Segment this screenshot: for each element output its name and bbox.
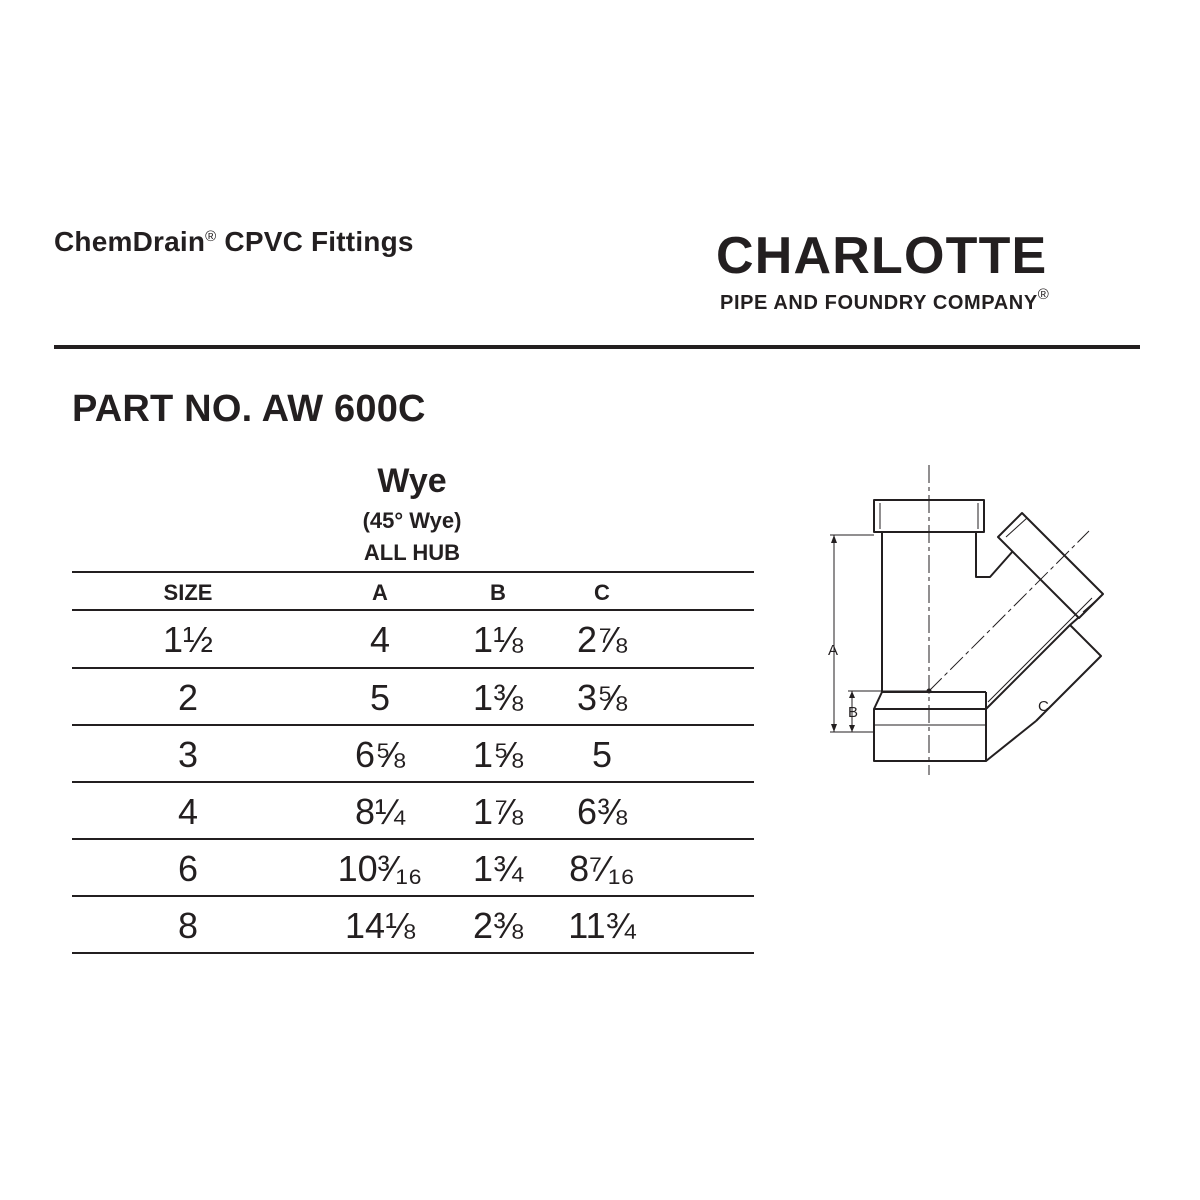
column-header-size: SIZE — [163, 580, 213, 605]
cell-size: 1½ — [162, 619, 214, 660]
row-rule — [72, 724, 754, 726]
table-row — [72, 727, 754, 783]
cell-a: 6⅝ — [354, 734, 406, 775]
cell-c: 6⅜ — [576, 791, 628, 832]
column-header-a: A — [372, 580, 388, 605]
fitting-angle: (45° Wye) — [362, 508, 462, 533]
cell-size: 8 — [177, 905, 199, 946]
column-header-c: C — [594, 580, 610, 605]
cell-b: 1⅜ — [472, 677, 524, 718]
branch-lower-wall — [986, 618, 1078, 709]
cell-c: 5 — [591, 734, 613, 775]
cell-size: 4 — [177, 791, 199, 832]
brand-logo-name: CHARLOTTE — [716, 227, 1048, 285]
cell-b: 1⅞ — [472, 791, 524, 832]
cell-b: 1¾ — [472, 848, 524, 889]
wye-fitting-diagram — [810, 455, 1130, 785]
cell-size: 3 — [177, 734, 199, 775]
table-bottom-rule — [72, 952, 754, 954]
cell-c: 2⅞ — [576, 619, 628, 660]
cell-b: 1⅝ — [472, 734, 524, 775]
dimension-b-label: B — [848, 704, 859, 721]
column-header-b: B — [490, 580, 506, 605]
wye-fitting-outline — [874, 500, 1103, 761]
brand-subtitle-text: PIPE AND FOUNDRY COMPANY — [720, 292, 1038, 314]
cell-a: 8¼ — [354, 791, 406, 832]
table-row — [72, 670, 754, 726]
table-row — [72, 612, 754, 668]
header-bottom-rule — [72, 609, 754, 611]
product-line-name: ChemDrain — [54, 226, 206, 257]
cell-b: 2⅜ — [472, 905, 524, 946]
cell-a: 5 — [369, 677, 391, 718]
table-row — [72, 841, 754, 897]
table-row — [72, 898, 754, 954]
product-line-title — [54, 226, 414, 258]
fitting-type: ALL HUB — [363, 540, 461, 565]
cell-size: 2 — [177, 677, 199, 718]
cell-c: 8⁷⁄₁₆ — [569, 848, 635, 889]
cell-c: 3⅝ — [576, 677, 628, 718]
part-number-heading: PART NO. AW 600C — [72, 388, 426, 430]
branch-upper-wall — [976, 532, 1013, 577]
product-line-registered-mark: ® — [205, 228, 217, 245]
brand-logo-subtitle — [720, 286, 1140, 315]
header-divider — [54, 345, 1140, 349]
row-rule — [72, 838, 754, 840]
dimension-a-label: A — [828, 642, 839, 659]
cell-a: 10³⁄₁₆ — [337, 848, 423, 889]
dimension-lines — [830, 535, 1092, 732]
product-line-suffix: CPVC Fittings — [216, 226, 414, 257]
cell-size: 6 — [177, 848, 199, 889]
row-rule — [72, 781, 754, 783]
center-lines — [929, 465, 1089, 775]
cell-c: 11¾ — [568, 905, 636, 946]
table-row — [72, 784, 754, 840]
dimension-c-line — [988, 598, 1092, 702]
cell-a: 14⅛ — [344, 905, 416, 946]
dimension-c-label: C — [1038, 698, 1049, 715]
cell-a: 4 — [369, 619, 391, 660]
bottom-hub — [874, 709, 986, 761]
cell-b: 1⅛ — [472, 619, 524, 660]
row-rule — [72, 667, 754, 669]
table-top-rule — [72, 571, 754, 573]
brand-registered-mark: ® — [1037, 286, 1050, 303]
fitting-name: Wye — [377, 462, 447, 500]
row-rule — [72, 895, 754, 897]
